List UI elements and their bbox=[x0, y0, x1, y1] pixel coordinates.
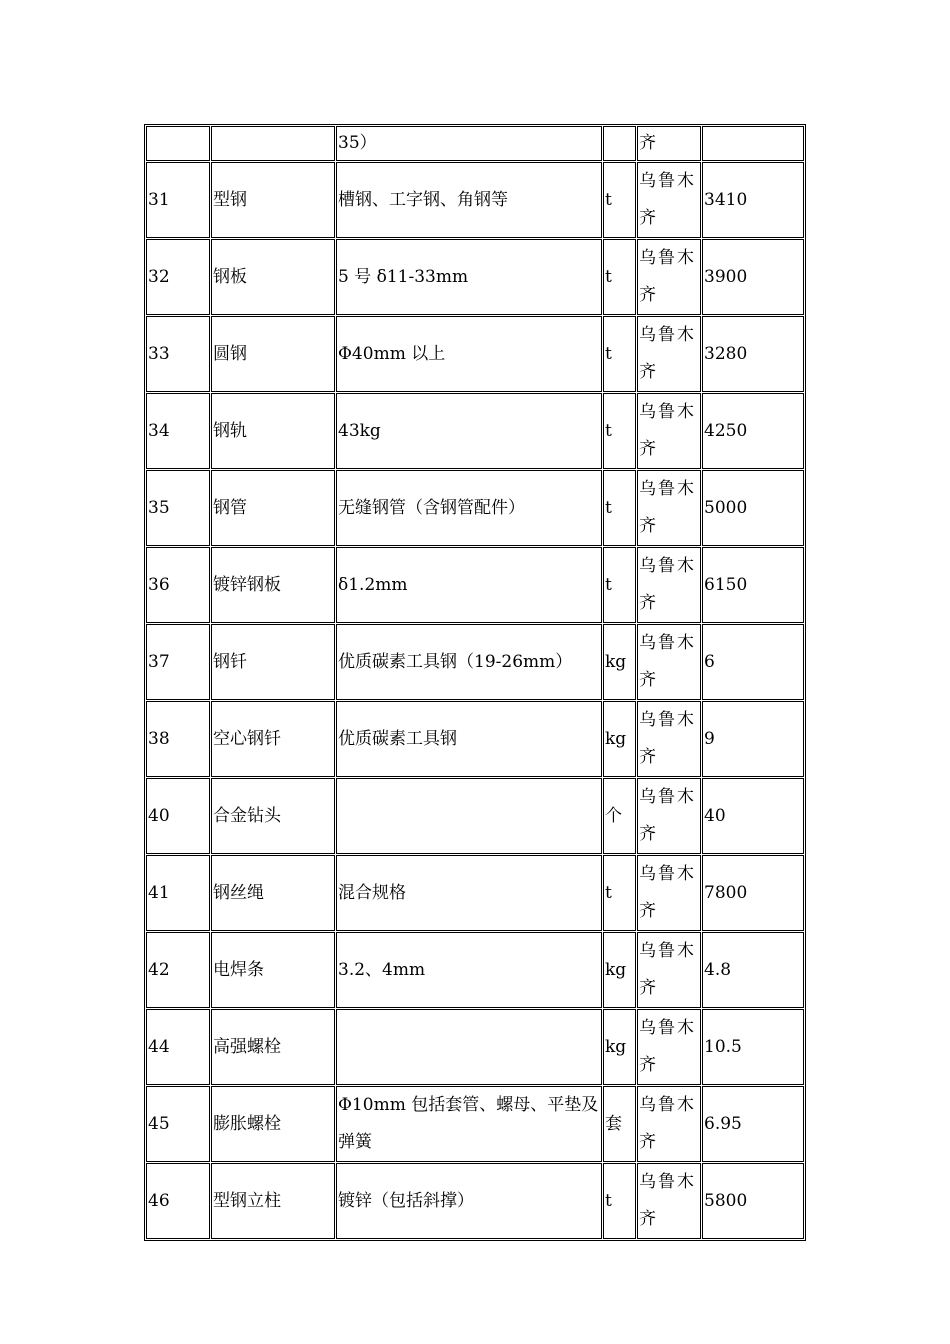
table-row bbox=[146, 1009, 804, 1085]
cell-unit: t bbox=[603, 547, 636, 623]
cell-spec: 槽钢、工字钢、角钢等 bbox=[336, 162, 602, 238]
cell-unit: kg bbox=[603, 1009, 636, 1085]
cell-unit: t bbox=[603, 855, 636, 931]
cell-price: 7800 bbox=[702, 855, 804, 931]
cell-no: 40 bbox=[146, 778, 210, 854]
table-row bbox=[146, 855, 804, 931]
cell-spec: 优质碳素工具钢（19-26mm） bbox=[336, 624, 602, 700]
cell-unit: t bbox=[603, 162, 636, 238]
cell-name: 空心钢钎 bbox=[211, 701, 335, 777]
cell-spec: δ1.2mm bbox=[336, 547, 602, 623]
cell-no: 38 bbox=[146, 701, 210, 777]
table-row bbox=[146, 239, 804, 315]
cell-price bbox=[702, 126, 804, 161]
cell-name: 合金钻头 bbox=[211, 778, 335, 854]
cell-name: 型钢立柱 bbox=[211, 1163, 335, 1239]
cell-spec: 混合规格 bbox=[336, 855, 602, 931]
cell-price: 3900 bbox=[702, 239, 804, 315]
table-row-continued bbox=[146, 126, 804, 161]
cell-spec: 优质碳素工具钢 bbox=[336, 701, 602, 777]
cell-price: 3410 bbox=[702, 162, 804, 238]
cell-name: 膨胀螺栓 bbox=[211, 1086, 335, 1162]
table-row bbox=[146, 547, 804, 623]
cell-location: 乌鲁木齐 bbox=[637, 1086, 701, 1162]
cell-price: 9 bbox=[702, 701, 804, 777]
cell-name bbox=[211, 126, 335, 161]
cell-no: 41 bbox=[146, 855, 210, 931]
cell-no: 36 bbox=[146, 547, 210, 623]
cell-location: 齐 bbox=[637, 126, 701, 161]
cell-spec bbox=[336, 778, 602, 854]
cell-spec: 3.2、4mm bbox=[336, 932, 602, 1008]
cell-spec: 35） bbox=[336, 126, 602, 161]
cell-price: 6 bbox=[702, 624, 804, 700]
cell-spec: Φ10mm 包括套管、螺母、平垫及弹簧 bbox=[336, 1086, 602, 1162]
cell-name: 钢板 bbox=[211, 239, 335, 315]
cell-unit: t bbox=[603, 393, 636, 469]
table-row bbox=[146, 162, 804, 238]
cell-name: 钢丝绳 bbox=[211, 855, 335, 931]
cell-location: 乌鲁木齐 bbox=[637, 932, 701, 1008]
cell-location: 乌鲁木齐 bbox=[637, 624, 701, 700]
cell-name: 钢管 bbox=[211, 470, 335, 546]
cell-unit: kg bbox=[603, 932, 636, 1008]
cell-location: 乌鲁木齐 bbox=[637, 1009, 701, 1085]
cell-location: 乌鲁木齐 bbox=[637, 162, 701, 238]
cell-no: 33 bbox=[146, 316, 210, 392]
cell-spec: 无缝钢管（含钢管配件） bbox=[336, 470, 602, 546]
cell-price: 4.8 bbox=[702, 932, 804, 1008]
cell-location: 乌鲁木齐 bbox=[637, 547, 701, 623]
cell-location: 乌鲁木齐 bbox=[637, 393, 701, 469]
cell-no: 37 bbox=[146, 624, 210, 700]
cell-no: 44 bbox=[146, 1009, 210, 1085]
cell-unit: 个 bbox=[603, 778, 636, 854]
table-body bbox=[146, 126, 804, 1239]
cell-location: 乌鲁木齐 bbox=[637, 239, 701, 315]
cell-location: 乌鲁木齐 bbox=[637, 1163, 701, 1239]
cell-name: 钢钎 bbox=[211, 624, 335, 700]
cell-unit: kg bbox=[603, 701, 636, 777]
cell-spec: 镀锌（包括斜撑） bbox=[336, 1163, 602, 1239]
cell-no: 46 bbox=[146, 1163, 210, 1239]
cell-location: 乌鲁木齐 bbox=[637, 778, 701, 854]
cell-unit bbox=[603, 126, 636, 161]
cell-price: 5800 bbox=[702, 1163, 804, 1239]
cell-spec: Φ40mm 以上 bbox=[336, 316, 602, 392]
cell-name: 电焊条 bbox=[211, 932, 335, 1008]
cell-price: 3280 bbox=[702, 316, 804, 392]
cell-no: 32 bbox=[146, 239, 210, 315]
cell-price: 5000 bbox=[702, 470, 804, 546]
cell-name: 镀锌钢板 bbox=[211, 547, 335, 623]
cell-price: 6.95 bbox=[702, 1086, 804, 1162]
cell-price: 6150 bbox=[702, 547, 804, 623]
table-row bbox=[146, 1086, 804, 1162]
cell-no: 35 bbox=[146, 470, 210, 546]
cell-name: 高强螺栓 bbox=[211, 1009, 335, 1085]
materials-price-table bbox=[144, 124, 806, 1241]
cell-unit: t bbox=[603, 1163, 636, 1239]
cell-price: 40 bbox=[702, 778, 804, 854]
cell-no: 42 bbox=[146, 932, 210, 1008]
cell-spec: 43kg bbox=[336, 393, 602, 469]
cell-location: 乌鲁木齐 bbox=[637, 701, 701, 777]
cell-spec bbox=[336, 1009, 602, 1085]
cell-name: 圆钢 bbox=[211, 316, 335, 392]
table-row bbox=[146, 470, 804, 546]
cell-no: 34 bbox=[146, 393, 210, 469]
cell-unit: 套 bbox=[603, 1086, 636, 1162]
cell-unit: t bbox=[603, 316, 636, 392]
cell-no bbox=[146, 126, 210, 161]
cell-location: 乌鲁木齐 bbox=[637, 470, 701, 546]
table-row bbox=[146, 393, 804, 469]
cell-unit: t bbox=[603, 470, 636, 546]
cell-price: 10.5 bbox=[702, 1009, 804, 1085]
table-row bbox=[146, 778, 804, 854]
cell-unit: t bbox=[603, 239, 636, 315]
cell-no: 31 bbox=[146, 162, 210, 238]
cell-no: 45 bbox=[146, 1086, 210, 1162]
table-row bbox=[146, 701, 804, 777]
table-row bbox=[146, 624, 804, 700]
cell-price: 4250 bbox=[702, 393, 804, 469]
table-row bbox=[146, 316, 804, 392]
cell-location: 乌鲁木齐 bbox=[637, 316, 701, 392]
cell-spec: 5 号 δ11-33mm bbox=[336, 239, 602, 315]
cell-name: 钢轨 bbox=[211, 393, 335, 469]
cell-location: 乌鲁木齐 bbox=[637, 855, 701, 931]
table-row bbox=[146, 932, 804, 1008]
table-row bbox=[146, 1163, 804, 1239]
cell-name: 型钢 bbox=[211, 162, 335, 238]
cell-unit: kg bbox=[603, 624, 636, 700]
